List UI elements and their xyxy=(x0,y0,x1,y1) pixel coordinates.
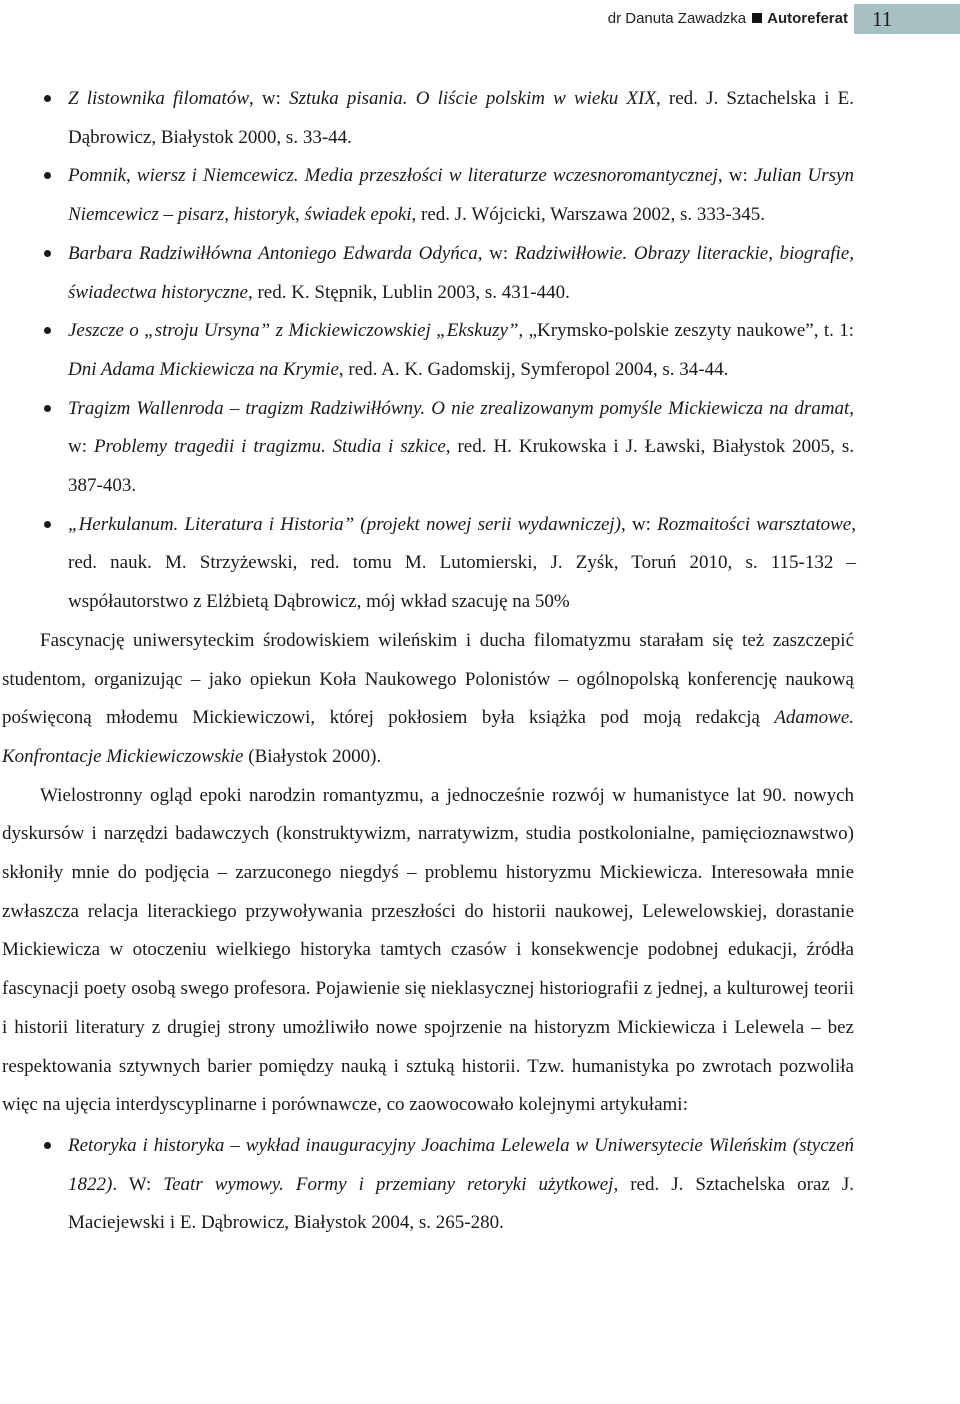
item-details: , red. J. Sztachelska i E. Dąbrowicz, Białystok 2000, s. 33-44. xyxy=(68,88,855,148)
document-body xyxy=(0,80,960,1243)
list-item xyxy=(0,235,960,312)
item-source: Rozmaitości warsztatowe, xyxy=(657,513,856,535)
list-item xyxy=(0,390,960,506)
item-connector: , w: xyxy=(477,242,515,264)
item-title: Z listownika filomatów xyxy=(68,88,250,109)
item-title: Tragizm Wallenroda – tragizm Radziwiłłówny. O nie zrealizowanym pomyśle Mickiewicza na dramat xyxy=(68,397,850,419)
item-title: „Herkulanum. Literatura i Historia” (projekt nowej serii wydawniczej) xyxy=(68,513,621,535)
list-item xyxy=(0,157,960,234)
item-details: , red. J. Sztachelska oraz J. Maciejewski i E. Dąbrowicz, Białystok 2004, s. 265-280. xyxy=(68,1173,854,1234)
header-text xyxy=(608,10,848,27)
item-source: Dni Adama Mickiewicza na Krymie xyxy=(68,358,339,380)
item-title: Pomnik, wiersz i Niemcewicz. Media przeszłości w literaturze wczesnoromantycznej xyxy=(68,165,718,187)
header-doc-type: Autoreferat xyxy=(767,10,848,27)
item-details: , red. A. K. Gadomskij, Symferopol 2004, s. 34-44. xyxy=(338,358,729,380)
paragraph-historyzm: Wielostronny ogląd epoki narodzin romantyzmu, a jednocześnie rozwój w humanistyce lat 90. nowych dyskursów i narzędzi badawczych (konstruktywizm, narratywizm, studia postkolonialne, pamięcioznawstwo) skłoniły mnie do podjęcia – zarzuconego niegdyś – problemu historyzmu Mickiewicza. Interesowała mnie zwłaszcza relacja literackiego przywoływania przeszłości do historii naukowej, Lelewelowskiej, dorastanie Mickiewicza w otoczeniu wielkiego historyka tamtych czasów i konsekwencje podobnej edukacji, źródła fascynacji poety osobą swego profesora. Pojawienie się nieklasycznej historiografii z jednej, a kulturowej teorii i historii literatury z drugiej strony umożliwiło nowe spojrzenie na historyzm Mickiewicza i Lelewela – bez respektowania sztywnych barier pomiędzy nauką i sztuką historii. Tzw. humanistyka po zwrotach pozwoliła więc na ujęcia interdyscyplinarne i porównawcze, co zaowocowało kolejnymi artykułami: xyxy=(2,784,854,1116)
item-connector: , w: xyxy=(249,88,290,109)
paragraph-text: Fascynację uniwersyteckim środowiskiem wileńskim i ducha filomatyzmu starałam się też zaszczepić studentom, organizując – jako opiekun Koła Naukowego Polonistów – ogólnopolską konferencję naukową poświęconą młodemu Mickiewiczowi, której pokłosiem była książka pod moją redakcją xyxy=(2,629,854,729)
item-details: , red. J. Wójcicki, Warszawa 2002, s. 333-345. xyxy=(411,204,765,226)
item-title: Barbara Radziwiłłówna Antoniego Edwarda Odyńca xyxy=(68,242,478,264)
header-author: dr Danuta Zawadzka xyxy=(607,10,747,27)
page-number: 11 xyxy=(854,4,960,34)
paragraph-filomaci xyxy=(0,622,960,777)
item-title: Jeszcze o „stroju Ursyna” z Mickiewiczowskiej „Ekskuzy” xyxy=(68,320,519,342)
publication-list-bottom xyxy=(0,1127,960,1243)
item-details: red. nauk. M. Strzyżewski, red. tomu M. Lutomierski, J. Zyśk, Toruń 2010, s. 115-132 – współautorstwo z Elżbietą Dąbrowicz, mój wkład szacuję na 50% xyxy=(68,552,856,613)
item-source: Problemy tragedii i tragizmu. Studia i szkice xyxy=(93,436,446,458)
item-title: Retoryka i historyka – wykład inauguracyjny Joachima Lelewela w Uniwersytecie Wileńskim (styczeń 1822) xyxy=(68,1134,854,1195)
item-connector: . W: xyxy=(112,1173,164,1195)
square-bullet-icon xyxy=(752,13,762,23)
item-source: Teatr wymowy. Formy i przemiany retoryki użytkowej xyxy=(163,1173,614,1195)
item-connector: , w: xyxy=(68,397,854,458)
list-item xyxy=(0,312,960,389)
item-details: , red. H. Krukowska i J. Ławski, Białystok 2005, s. 387-403. xyxy=(68,436,854,497)
item-connector: , w: xyxy=(717,165,754,187)
item-source: Julian Ursyn Niemcewicz – pisarz, historyk, świadek epoki xyxy=(68,165,854,226)
item-connector: , „Krymsko-polskie zeszyty naukowe”, t. 1: xyxy=(518,320,854,342)
book-title: Adamowe. Konfrontacje Mickiewiczowskie xyxy=(2,707,854,767)
list-item xyxy=(0,80,960,157)
publication-list-top xyxy=(0,80,960,622)
item-connector: , w: xyxy=(621,513,658,535)
item-source: Sztuka pisania. O liście polskim w wieku XIX xyxy=(289,88,656,109)
list-item xyxy=(0,1127,960,1243)
list-item xyxy=(0,506,960,622)
page-header xyxy=(0,2,960,32)
paragraph-text: (Białystok 2000). xyxy=(243,745,382,767)
item-details: , red. K. Stępnik, Lublin 2003, s. 431-440. xyxy=(247,281,570,303)
item-source: Radziwiłłowie. Obrazy literackie, biografie, świadectwa historyczne xyxy=(68,242,854,303)
